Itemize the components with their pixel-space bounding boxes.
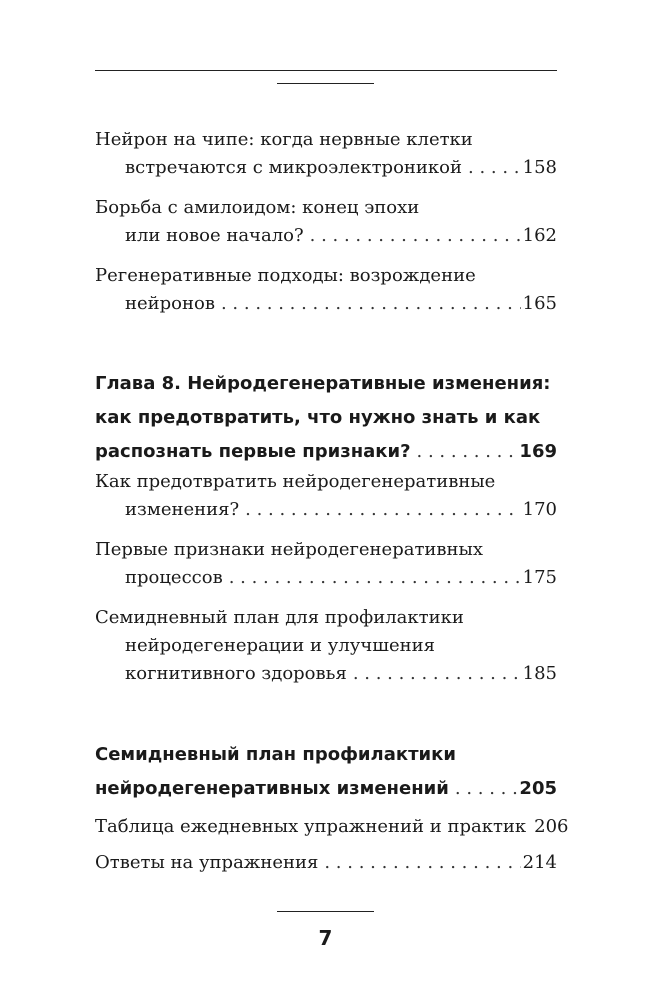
leader-dots [229, 564, 521, 592]
toc-entry-title-line: Как предотвратить нейродегенеративные [95, 471, 496, 492]
toc-entry-title-tail: Таблица ежедневных упражнений и практик [95, 816, 527, 837]
leader-dots [353, 660, 521, 688]
toc-entry [95, 849, 557, 877]
leader-dots [468, 154, 521, 182]
toc-entry-last-line [95, 496, 557, 524]
toc-page-number: 185 [522, 663, 557, 684]
toc-page-number: 175 [522, 567, 557, 588]
toc-entry-title-line: Нейрон на чипе: когда нервные клетки [95, 129, 473, 150]
toc-entry [95, 536, 557, 592]
leader-dots [417, 435, 518, 469]
toc-entry-last-line [95, 564, 557, 592]
toc-entry-title-line: Первые признаки нейродегенеративных [95, 539, 484, 560]
leader-dots [310, 222, 521, 250]
toc-entry [95, 468, 557, 524]
toc-section-entry [95, 738, 557, 806]
toc-entry-title-tail: или новое начало? [125, 225, 304, 246]
toc-chapter-last-line [95, 435, 557, 469]
toc-entry-last-line [95, 290, 557, 318]
toc-entry-title-line: Борьба с амилоидом: конец эпохи [95, 197, 420, 218]
leader-dots [324, 849, 520, 877]
toc-entry-title-line: нейродегенерации и улучшения [125, 635, 435, 656]
toc-entry-title-tail: процессов [125, 567, 223, 588]
toc-entry-title-tail: нейронов [125, 293, 215, 314]
toc-entry-title-line: Семидневный план для профилактики [95, 607, 464, 628]
toc-entry-last-line [95, 813, 569, 841]
toc-page-number: 170 [522, 499, 557, 520]
toc-entry-last-line [95, 222, 557, 250]
toc-entry-last-line [95, 660, 557, 688]
toc-entry [95, 262, 557, 318]
bottom-short-rule [277, 911, 374, 912]
toc-entry-title-tail: когнитивного здоровья [125, 663, 347, 684]
toc-entry-title-tail: Ответы на упражнения [95, 852, 319, 873]
toc-chapter-entry [95, 367, 557, 469]
toc-chapter-title-tail: распознать первые признаки? [95, 441, 411, 462]
toc-page-number: 205 [519, 778, 557, 799]
top-short-rule [277, 83, 374, 84]
toc-entry-title-tail: изменения? [125, 499, 240, 520]
toc-entry [95, 194, 557, 250]
toc-page-number: 165 [522, 293, 557, 314]
toc-page-number: 169 [519, 441, 557, 462]
toc-chapter-title-line: Глава 8. Нейродегенеративные изменения: [95, 373, 551, 394]
toc-entry-title-tail: встречаются с микроэлектроникой [125, 157, 462, 178]
leader-dots [221, 290, 521, 318]
toc-entry-last-line [95, 154, 557, 182]
toc-page-number: 162 [522, 225, 557, 246]
toc-page-number: 158 [522, 157, 557, 178]
toc-entry [95, 604, 557, 688]
page-number: 7 [318, 926, 333, 950]
toc-entry-title-line: Регенеративные подходы: возрождение [95, 265, 476, 286]
toc-page-number: 206 [534, 816, 569, 837]
toc-entry [95, 813, 569, 841]
toc-section-last-line [95, 772, 557, 806]
toc-page-number: 214 [522, 852, 557, 873]
toc-chapter-title-line: как предотвратить, что нужно знать и как [95, 407, 541, 428]
toc-section-title-tail: нейродегенеративных изменений [95, 778, 449, 799]
toc-section-title-line: Семидневный план профилактики [95, 744, 456, 765]
leader-dots [245, 496, 521, 524]
top-rule [95, 70, 557, 71]
toc-entry [95, 126, 557, 182]
leader-dots [455, 772, 518, 806]
toc-entry-last-line [95, 849, 557, 877]
